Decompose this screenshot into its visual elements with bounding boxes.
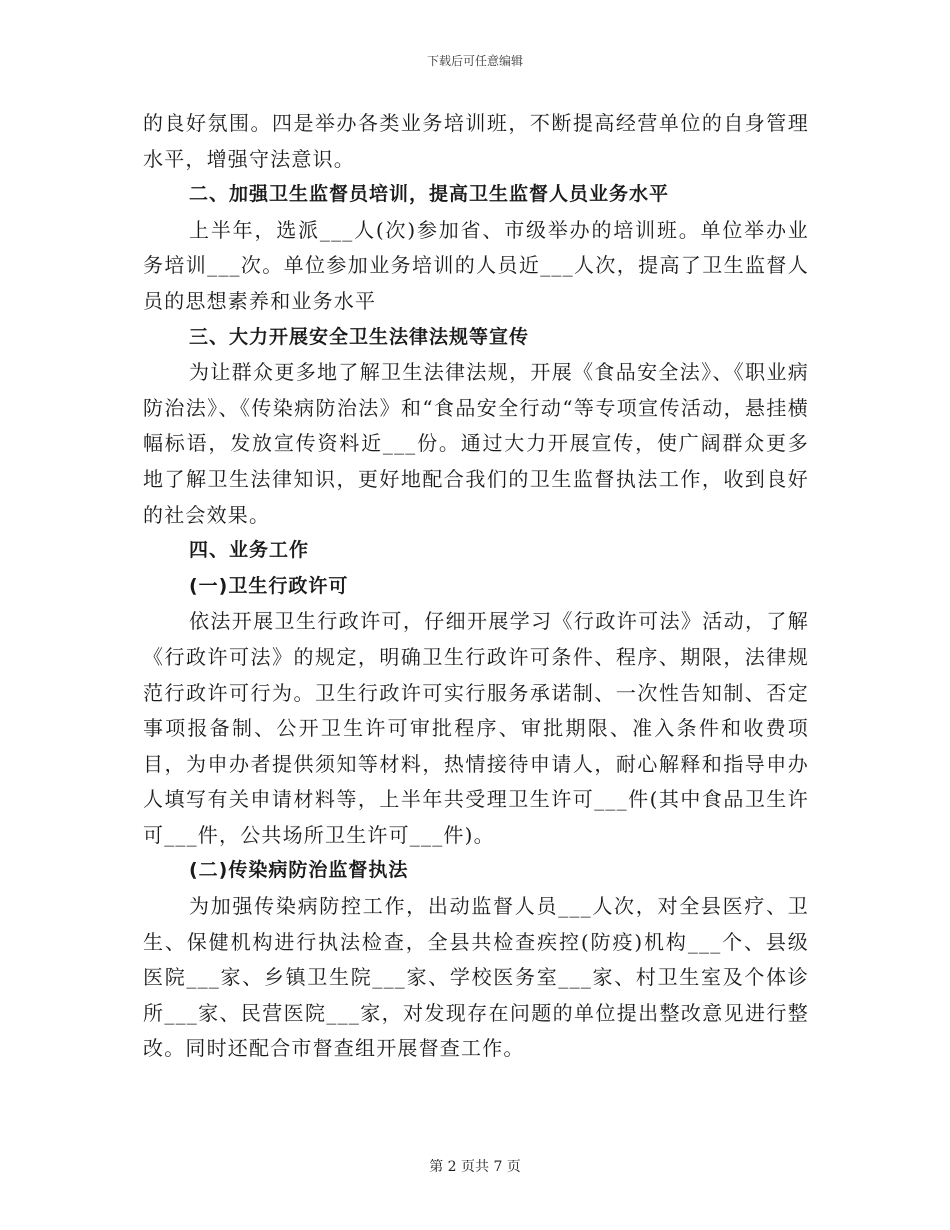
paragraph: 上半年，选派___人(次)参加省、市级举办的培训班。单位举办业务培训___次。单位参加业务培训的人员近___人次，提高了卫生监督人员的思想素养和业务水平 xyxy=(143,217,809,313)
section-heading: 三、大力开展安全卫生法律法规等宣传 xyxy=(189,325,530,348)
page-footer: 第 2 页共 7 页 xyxy=(429,1159,521,1175)
subsection-heading: (二)传染病防治监督执法 xyxy=(189,859,409,882)
subsection-heading: (一)卫生行政许可 xyxy=(189,574,349,597)
section-heading: 二、加强卫生监督员培训，提高卫生监督人员业务水平 xyxy=(189,183,670,206)
document-body xyxy=(143,106,809,1067)
page-header: 下载后可任意编辑 xyxy=(426,54,523,68)
section-heading: 四、业务工作 xyxy=(189,539,310,562)
paragraph: 为加强传染病防控工作，出动监督人员___人次，对全县医疗、卫生、保健机构进行执法检查，全县共检查疾控(防疫)机构___个、县级医院___家、乡镇卫生院___家、学校医务室___家、村卫生室及个体诊所___家、民营医院___家，对发现存在问题的单位提出整改意见进行整改。同时还配合市督查组开展督查工作。 xyxy=(143,894,809,1061)
paragraph: 依法开展卫生行政许可，仔细开展学习《行政许可法》活动，了解《行政许可法》的规定，明确卫生行政许可条件、程序、期限，法律规范行政许可行为。卫生行政许可实行服务承诺制、一次性告知制、否定事项报备制、公开卫生许可审批程序、审批期限、准入条件和收费项目，为申办者提供须知等材料，热情接待申请人，耐心解释和指导申办人填写有关申请材料等，上半年共受理卫生许可___件(其中食品卫生许可___件，公共场所卫生许可___件)。 xyxy=(143,609,809,847)
paragraph: 为让群众更多地了解卫生法律法规，开展《食品安全法》、《职业病防治法》、《传染病防治法》和“食品安全行动“等专项宣传活动，悬挂横幅标语，发放宣传资料近___份。通过大力开展宣传，使广阔群众更多地了解卫生法律知识，更好地配合我们的卫生监督执法工作，收到良好的社会效果。 xyxy=(143,360,809,527)
paragraph: 的良好氛围。四是举办各类业务培训班，不断提高经营单位的自身管理水平，增强守法意识。 xyxy=(143,111,809,171)
